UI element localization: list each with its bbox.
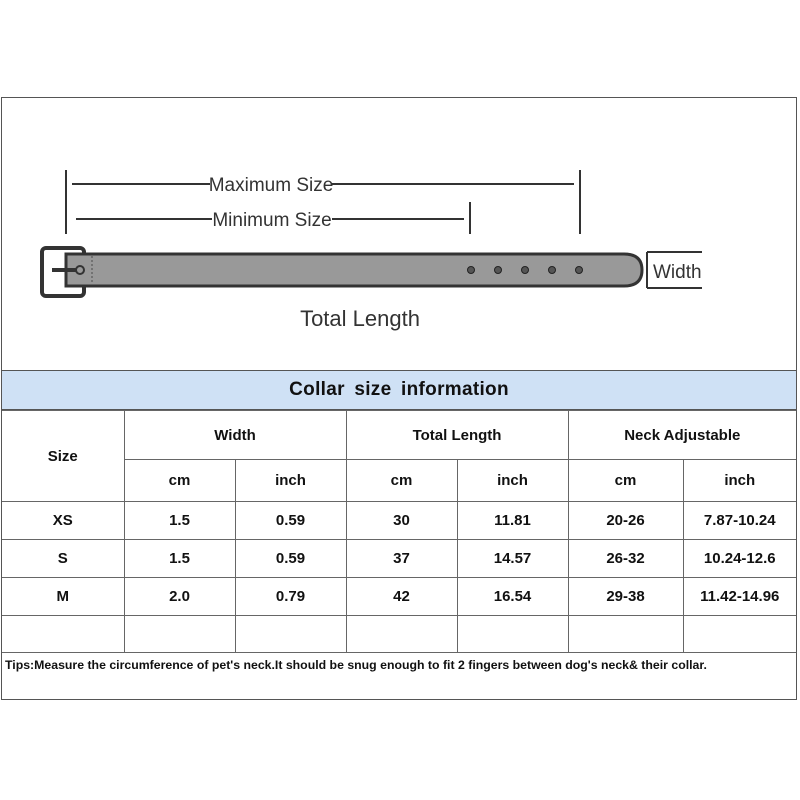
empty-cell bbox=[124, 616, 235, 653]
collar-diagram bbox=[2, 98, 798, 370]
table-row bbox=[2, 578, 796, 616]
table-cell: 11.42-14.96 bbox=[683, 578, 796, 616]
table-cell: 37 bbox=[346, 540, 457, 578]
empty-cell bbox=[346, 616, 457, 653]
unit-header: inch bbox=[235, 460, 346, 502]
size-header: Size bbox=[2, 411, 124, 502]
table-cell: 7.87-10.24 bbox=[683, 502, 796, 540]
unit-header: inch bbox=[457, 460, 568, 502]
collar-hole bbox=[522, 267, 529, 274]
collar-hole bbox=[549, 267, 556, 274]
size-chart bbox=[1, 97, 797, 700]
buckle-pin bbox=[76, 266, 84, 274]
empty-cell bbox=[568, 616, 683, 653]
buckle-tongue bbox=[52, 268, 76, 272]
table-cell: 2.0 bbox=[124, 578, 235, 616]
empty-cell bbox=[683, 616, 796, 653]
max-size-label: Maximum Size bbox=[208, 175, 334, 196]
table-cell: 30 bbox=[346, 502, 457, 540]
table-cell: 1.5 bbox=[124, 502, 235, 540]
size-cell: M bbox=[2, 578, 124, 616]
empty-cell bbox=[235, 616, 346, 653]
table-cell: 0.59 bbox=[235, 502, 346, 540]
table-cell: 1.5 bbox=[124, 540, 235, 578]
table-header-row bbox=[2, 411, 796, 460]
size-cell: XS bbox=[2, 502, 124, 540]
neck-adjustable-header: Neck Adjustable bbox=[568, 411, 796, 460]
table-cell: 14.57 bbox=[457, 540, 568, 578]
table-cell: 29-38 bbox=[568, 578, 683, 616]
table-cell: 16.54 bbox=[457, 578, 568, 616]
size-cell: S bbox=[2, 540, 124, 578]
table-cell: 42 bbox=[346, 578, 457, 616]
size-table bbox=[2, 410, 796, 708]
table-row bbox=[2, 540, 796, 578]
width-label: Width bbox=[653, 262, 702, 283]
unit-header: inch bbox=[683, 460, 796, 502]
unit-header: cm bbox=[346, 460, 457, 502]
empty-cell bbox=[2, 616, 124, 653]
tips-text: Tips:Measure the circumference of pet's neck.It should be snug enough to fit 2 fingers between dog's neck& their collar. bbox=[2, 653, 796, 709]
table-cell: 26-32 bbox=[568, 540, 683, 578]
table-cell: 10.24-12.6 bbox=[683, 540, 796, 578]
table-cell: 0.59 bbox=[235, 540, 346, 578]
tips-row bbox=[2, 653, 796, 709]
table-cell: 20-26 bbox=[568, 502, 683, 540]
collar-hole bbox=[468, 267, 475, 274]
collar-hole bbox=[495, 267, 502, 274]
table-title: Collar size information bbox=[2, 370, 796, 410]
table-cell: 11.81 bbox=[457, 502, 568, 540]
empty-cell bbox=[457, 616, 568, 653]
unit-header: cm bbox=[124, 460, 235, 502]
table-row bbox=[2, 502, 796, 540]
unit-header: cm bbox=[568, 460, 683, 502]
total-length-label: Total Length bbox=[300, 306, 420, 331]
width-header: Width bbox=[124, 411, 346, 460]
total-length-header: Total Length bbox=[346, 411, 568, 460]
empty-row bbox=[2, 616, 796, 653]
table-cell: 0.79 bbox=[235, 578, 346, 616]
collar-hole bbox=[576, 267, 583, 274]
min-size-label: Minimum Size bbox=[212, 210, 332, 231]
